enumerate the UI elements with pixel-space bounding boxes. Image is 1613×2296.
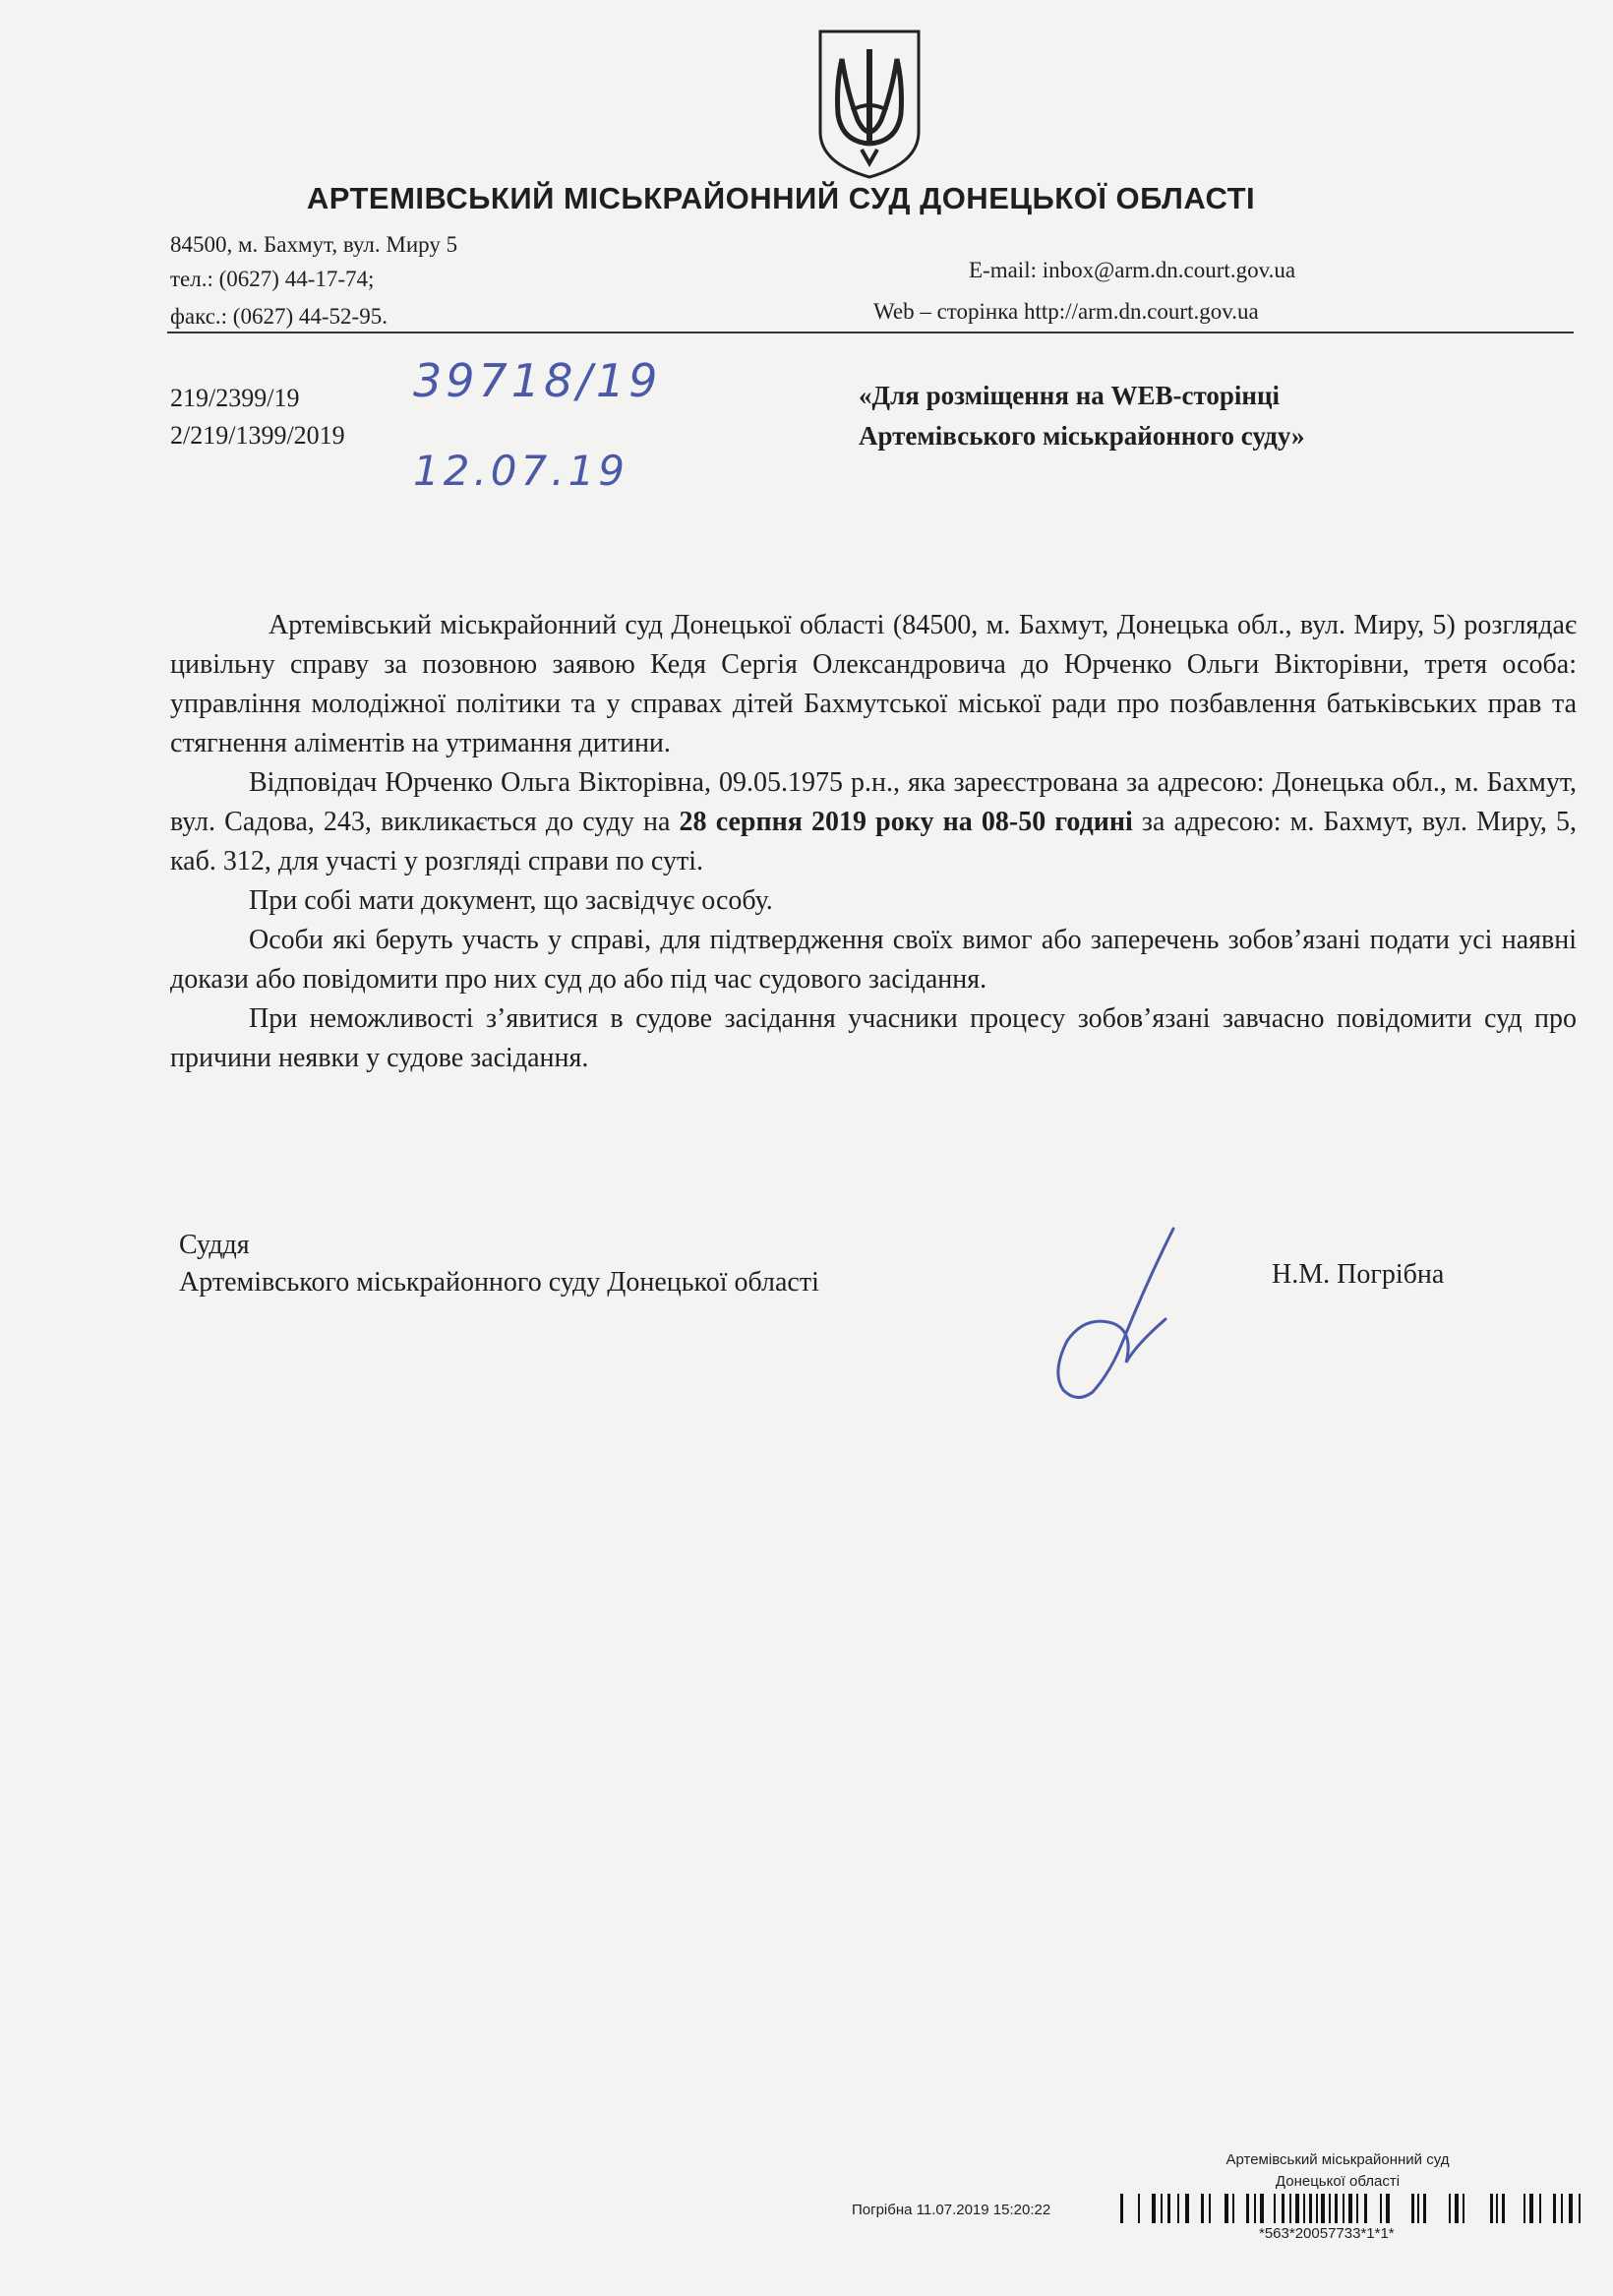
court-website: Web – сторінка http://arm.dn.court.gov.ua bbox=[873, 299, 1259, 324]
proceeding-number: 2/219/1399/2019 bbox=[170, 421, 345, 450]
web-placement-line-2: Артемівського міськрайонного суду» bbox=[859, 421, 1305, 451]
registry-stamp-line-2: Донецької області bbox=[1275, 2173, 1401, 2190]
web-placement-line-1: «Для розміщення на WEB-сторінці bbox=[859, 381, 1281, 410]
barcode-number: *563*20057733*1*1* bbox=[1259, 2225, 1395, 2242]
header-divider bbox=[167, 332, 1574, 333]
summons-text-start: Відповідач Юрченко Ольга Вікторівна, 09.05.1975 р.н., яка зареєстрована за адресою: Донецька обл., м. Бахмут, вул. Садова, 243, викликається до суду на bbox=[170, 767, 1577, 837]
court-email: E-mail: inbox@arm.dn.court.gov.ua bbox=[969, 258, 1296, 282]
registry-stamp-court bbox=[1161, 2149, 1515, 2193]
body-paragraph-summons bbox=[170, 763, 1577, 881]
hearing-datetime: 28 серпня 2019 року на 08-50 годині bbox=[679, 807, 1133, 837]
summons-body bbox=[170, 606, 1577, 1078]
handwritten-date: 12.07.19 bbox=[413, 447, 629, 495]
body-paragraph-evidence: Особи які беруть участь у справі, для підтвердження своїх вимог або заперечень зобов’язані подати усі наявні докази або повідомити про них суд до або під час судового засідання. bbox=[170, 925, 1577, 995]
judge-court: Артемівського міськрайонного суду Донецької області bbox=[179, 1267, 819, 1298]
court-fax: факс.: (0627) 44-52-95. bbox=[170, 304, 388, 329]
body-paragraph-case: Артемівський міськрайонний суд Донецької області (84500, м. Бахмут, Донецька обл., вул. Миру, 5) розглядає цивільну справу за позовною заявою Кедя Сергія Олександровича до Юрченко Ольги Вікторівни, третя особа: управління молодіжної політики та у справах дітей Бахмутської міської ради про позбавлення батьківських прав та стягнення аліментів на утримання дитини. bbox=[170, 610, 1577, 758]
handwritten-incoming-number: 39718/19 bbox=[413, 354, 662, 407]
summons-text-end: за адресою: м. Бахмут, вул. Миру, 5, каб. 312, для участі у розгляді справи по суті. bbox=[170, 807, 1577, 876]
coat-of-arms-icon bbox=[812, 26, 926, 181]
judge-signature bbox=[1028, 1225, 1185, 1402]
barcode-icon bbox=[1116, 2192, 1588, 2225]
court-name-heading: АРТЕМІВСЬКИЙ МІСЬКРАЙОННИЙ СУД ДОНЕЦЬКОЇ ОБЛАСТІ bbox=[306, 181, 1256, 215]
court-phone: тел.: (0627) 44-17-74; bbox=[170, 267, 375, 291]
registry-stamp-line-1: Артемівський міськрайонний суд bbox=[1225, 2151, 1450, 2168]
judge-title: Суддя bbox=[179, 1230, 250, 1260]
web-placement-note bbox=[859, 376, 1305, 456]
judge-name: Н.М. Погрібна bbox=[1272, 1259, 1445, 1290]
court-address: 84500, м. Бахмут, вул. Миру 5 bbox=[170, 232, 458, 257]
case-number: 219/2399/19 bbox=[170, 384, 300, 412]
body-paragraph-absence: При неможливості з’явитися в судове засідання учасники процесу зобов’язані завчасно повідомити суд про причини неявки у судове засідання. bbox=[170, 1003, 1577, 1073]
body-paragraph-document: При собі мати документ, що засвідчує особу. bbox=[249, 885, 773, 916]
registry-stamp-meta: Погрібна 11.07.2019 15:20:22 bbox=[852, 2202, 1051, 2218]
